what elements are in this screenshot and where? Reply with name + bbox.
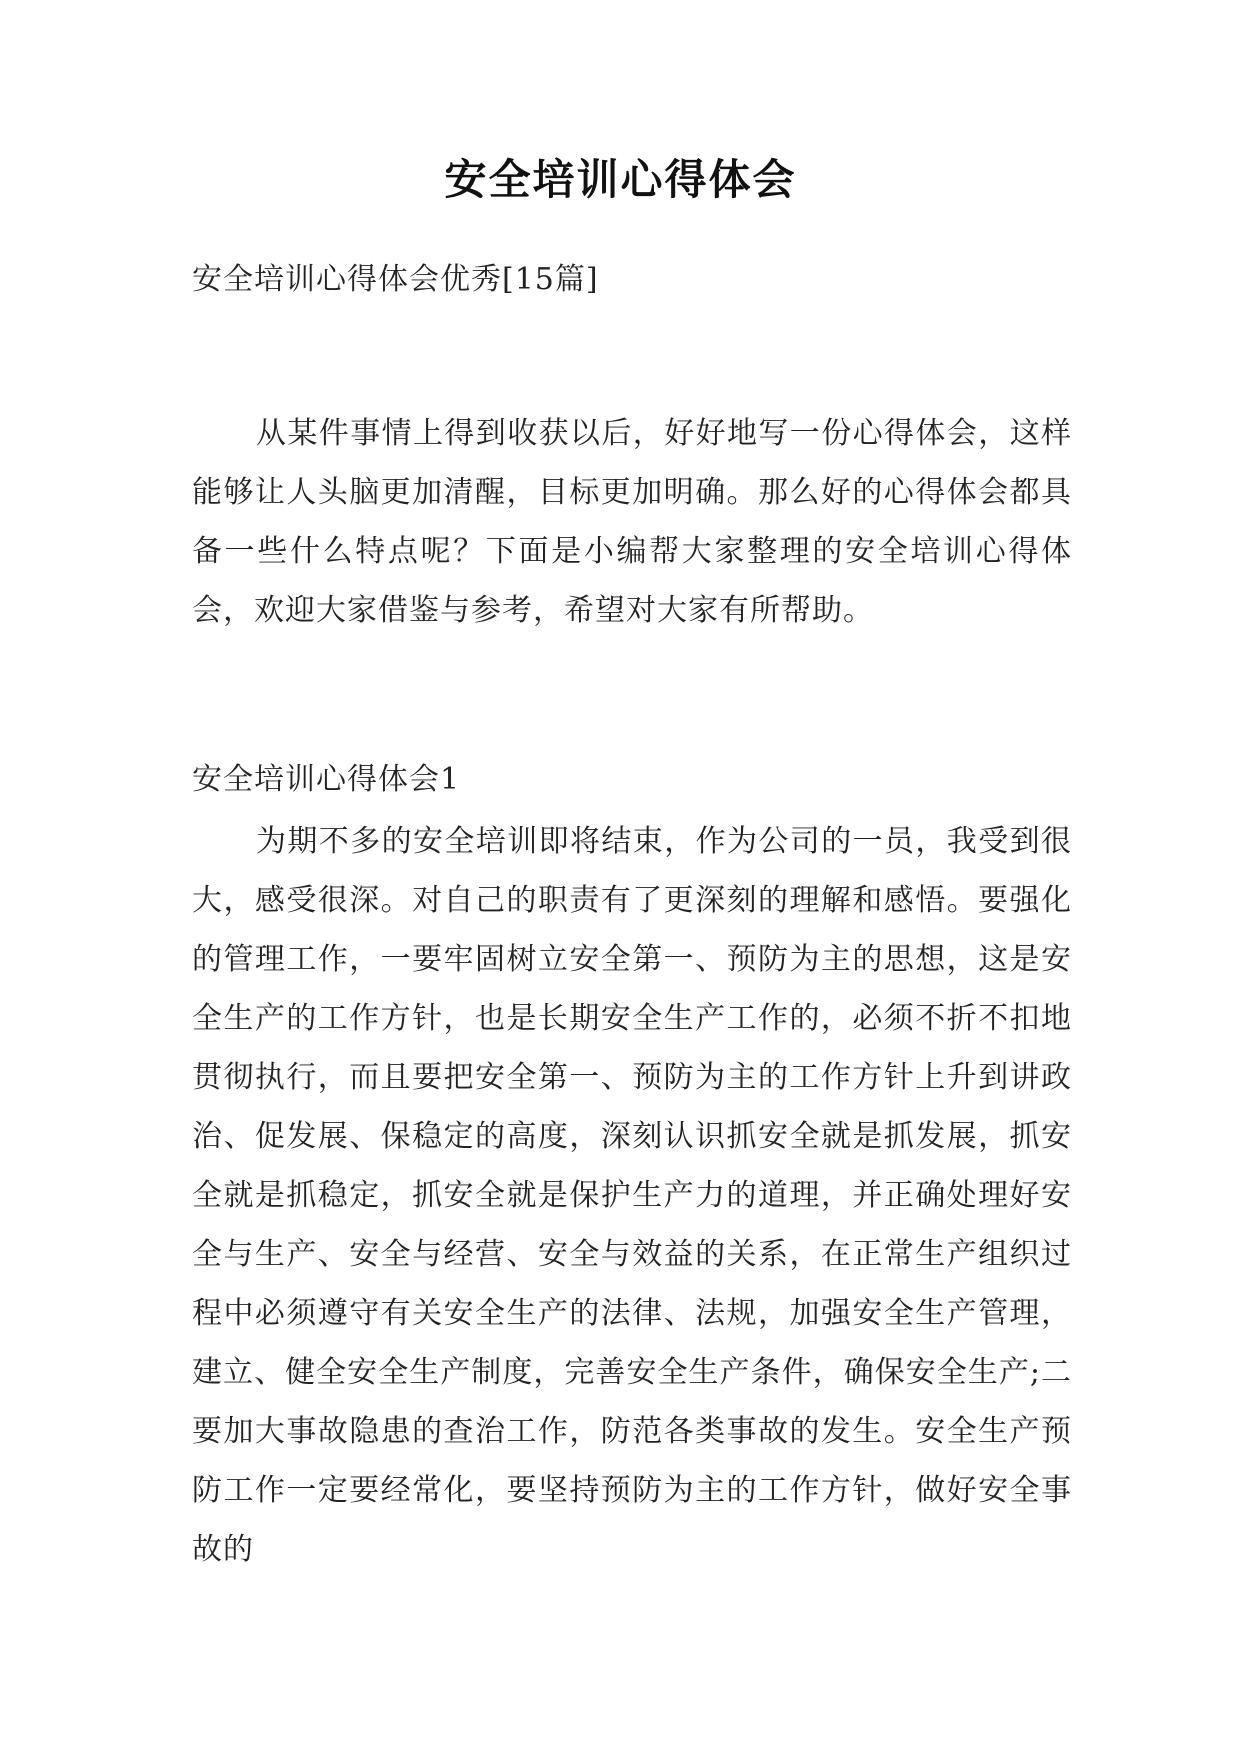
- document-title: 安全培训心得体会: [444, 155, 797, 204]
- document-subtitle: 安全培训心得体会优秀[15篇]: [192, 262, 599, 297]
- intro-paragraph: 从某件事情上得到收获以后，好好地写一份心得体会，这样能够让人头脑更加清醒，目标更加明确。那么好的心得体会都具备一些什么特点呢？下面是小编帮大家整理的安全培训心得体会，欢迎大家借鉴与参考，希望对大家有所帮助。: [192, 416, 1072, 628]
- section-body-paragraph: 为期不多的安全培训即将结束，作为公司的一员，我受到很大，感受很深。对自己的职责有了更深刻的理解和感悟。要强化的管理工作，一要牢固树立安全第一、预防为主的思想，这是安全生产的工作方针，也是长期安全生产工作的，必须不折不扣地贯彻执行，而且要把安全第一、预防为主的工作方针上升到讲政治、促发展、保稳定的高度，深刻认识抓安全就是抓发展，抓安全就是抓稳定，抓安全就是保护生产力的道理，并正确处理好安全与生产、安全与经营、安全与效益的关系，在正常生产组织过程中必须遵守有关安全生产的法律、法规，加强安全生产管理，建立、健全安全生产制度，完善安全生产条件，确保安全生产;二要加大事故隐患的查治工作，防范各类事故的发生。安全生产预防工作一定要经常化，要坚持预防为主的工作方针，做好安全事故的: [192, 824, 1072, 1567]
- section-heading: 安全培训心得体会1: [192, 762, 461, 797]
